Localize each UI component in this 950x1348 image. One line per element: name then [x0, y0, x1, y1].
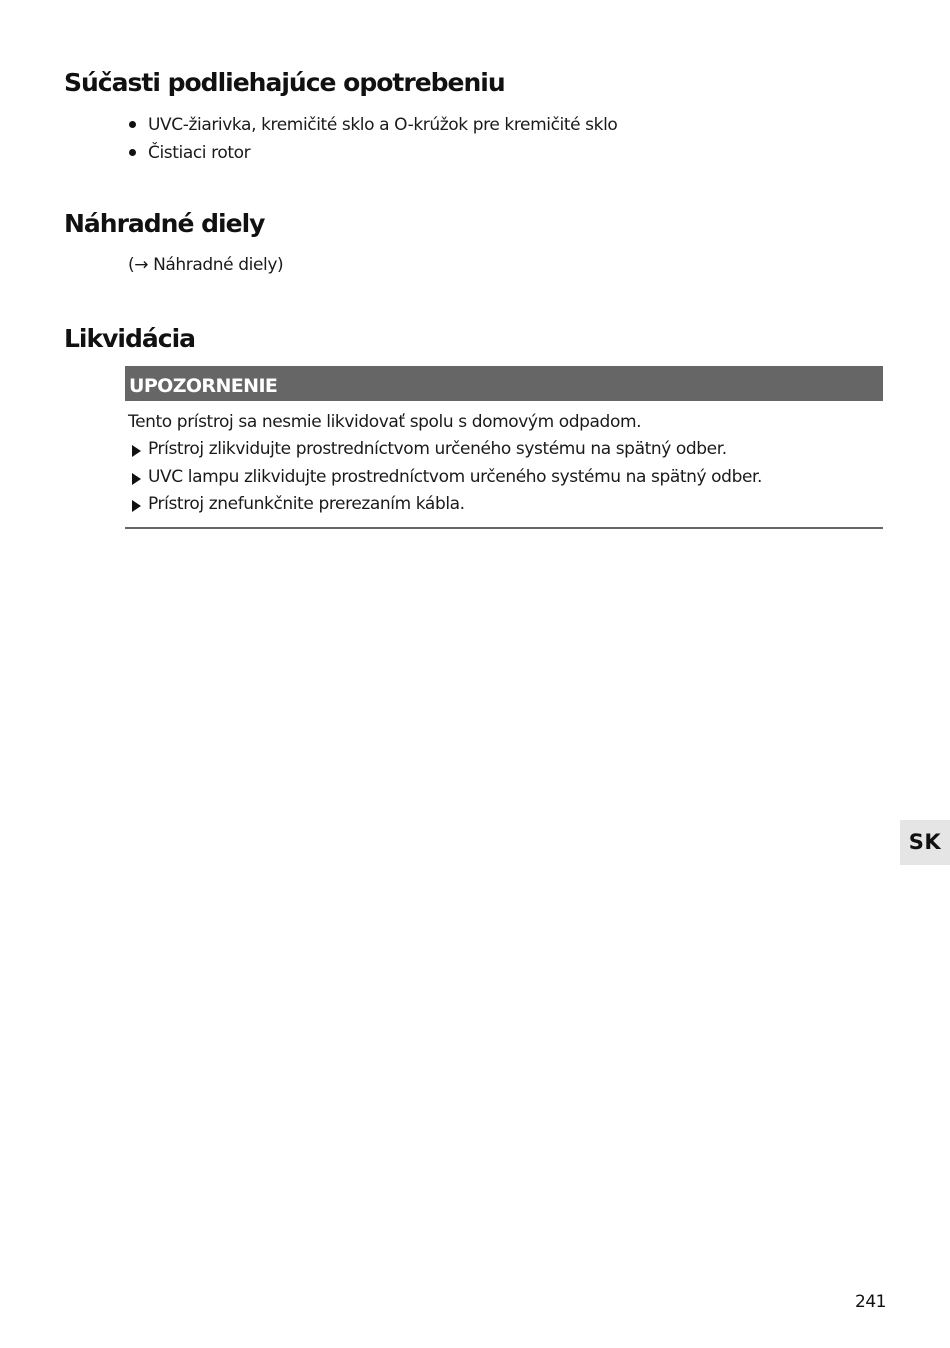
triangle-right-icon [132, 500, 141, 512]
warning-label: UPOZORNENIE [125, 366, 883, 401]
warning-steps [128, 436, 883, 519]
triangle-right-icon [132, 473, 141, 485]
section-title-wear-parts: Súčasti podliehajúce opotrebeniu [64, 68, 505, 97]
warning-step-text: Prístroj znefunkčnite prerezaním kábla. [148, 494, 465, 514]
bullet-icon [129, 149, 136, 156]
list-item-text: UVC-žiarivka, kremičité sklo a O-krúžok pre kremičité sklo [148, 115, 618, 135]
bullet-icon [129, 121, 136, 128]
list-item-text: Čistiaci rotor [148, 143, 251, 163]
page-number: 241 [855, 1292, 886, 1312]
warning-step-text: UVC lampu zlikvidujte prostredníctvom určeného systému na spätný odber. [148, 466, 763, 487]
list-item [128, 111, 617, 139]
language-tab: SK [900, 820, 950, 865]
warning-body [125, 401, 883, 529]
list-item [128, 436, 883, 464]
triangle-right-icon [132, 445, 141, 457]
wear-parts-list [128, 111, 617, 167]
warning-text: Tento prístroj sa nesmie likvidovať spolu s domovým odpadom. [128, 412, 642, 432]
spare-parts-reference: (→ Náhradné diely) [128, 255, 284, 275]
warning-box [125, 366, 883, 529]
list-item [128, 464, 883, 492]
list-item [128, 491, 883, 519]
warning-step-text: Prístroj zlikvidujte prostredníctvom určeného systému na spätný odber. [148, 439, 727, 459]
section-title-spare-parts: Náhradné diely [64, 209, 265, 238]
section-title-disposal: Likvidácia [64, 324, 196, 353]
list-item [128, 139, 617, 167]
